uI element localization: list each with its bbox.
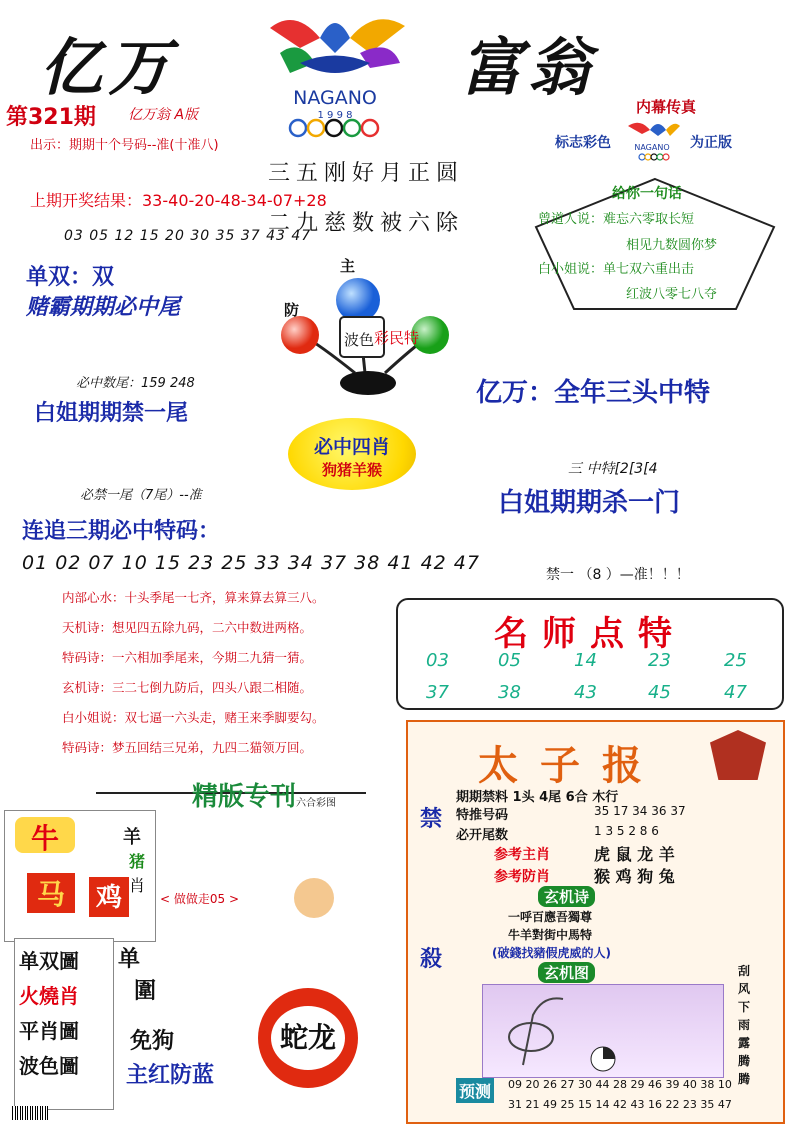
- fax-left: 标志彩色: [555, 135, 611, 151]
- ban-tail-hint: 必禁一尾（7尾）--准: [80, 488, 202, 503]
- ball-left-label: 防: [284, 301, 300, 319]
- mingshi-title: 名师点特: [494, 614, 686, 654]
- poem-line-2: 二九慈数被六除: [268, 211, 465, 236]
- taizi-row-5-label: 参考防肖: [494, 869, 550, 885]
- pentagon-line-2: 相见九数圆你梦: [626, 238, 718, 253]
- ball-top-label: 主: [340, 257, 356, 275]
- main-title-right: 富翁: [460, 31, 597, 104]
- nagano-logo: [240, 8, 430, 138]
- taizi-row-3-val: 1 3 5 2 8 6: [594, 824, 659, 838]
- issue-tag: 亿万翁 A版: [128, 107, 199, 123]
- mid-4: 主红防蓝: [126, 1063, 215, 1088]
- black-ball: [340, 371, 396, 395]
- taizi-title: 太子报: [478, 742, 664, 789]
- pentagon-line-4: 红波八零七八夺: [626, 287, 718, 302]
- poem-line-1: 三五刚好月正圆: [268, 161, 465, 186]
- taizi-row-2-val: 35 17 34 36 37: [594, 804, 686, 818]
- kill-door: 白姐期期杀一门: [498, 488, 681, 518]
- fax-logo-text: NAGANO: [634, 143, 670, 152]
- taizi-row-4-label: 参考主肖: [494, 847, 550, 863]
- predict-row-2: 31 21 49 25 15 14 42 43 16 22 23 35 47: [508, 1098, 732, 1111]
- mid-3: 免狗: [130, 1029, 175, 1054]
- mingshi-n3: 14: [574, 650, 597, 671]
- three-period-title: 连追三期必中特码：: [22, 519, 221, 544]
- poem-title: 玄机诗: [538, 886, 595, 907]
- red-line-2: 天机诗：想见四五除九码，二六中数进两格。: [62, 620, 313, 635]
- taizi-row-4-val: 虎 鼠 龙 羊: [594, 845, 675, 864]
- red-ball: [281, 316, 319, 354]
- taizi-row-5-val: 猴 鸡 狗 兔: [594, 867, 675, 886]
- fax-right: 为正版: [690, 135, 732, 151]
- tag-horse: 马: [27, 873, 75, 913]
- issue-subtitle: 出示：期期十个号码--准(十准八): [30, 138, 219, 153]
- single-double-line: 赌霸期期必中尾: [26, 295, 181, 320]
- balls-diagram: [280, 255, 460, 405]
- word-4: 波色圖: [19, 1054, 79, 1078]
- last-result: 上期开奖结果：33-40-20-48-34-07+28: [30, 191, 327, 210]
- word-2: 火燒肖: [19, 984, 79, 1008]
- yellow-line-1: 必中四肖: [313, 436, 390, 458]
- head-hint: 三 中特[2[3[4: [568, 461, 658, 477]
- three-period-numbers: 01 02 07 10 15 23 25 33 34 37 38 41 42 47: [22, 552, 480, 574]
- pentagon-title: 给你一句话: [612, 186, 682, 202]
- mingshi-n7: 38: [498, 682, 521, 703]
- side-word-1: 禁: [420, 807, 443, 832]
- tag-rooster: 鸡: [89, 877, 129, 917]
- pentagon-line-3: 白小姐说：单七双六重出击: [538, 262, 695, 277]
- tail-hint: 必中数尾：159 248: [76, 376, 195, 391]
- taizi-row-1: 期期禁料 1头 4尾 6合 木行: [456, 790, 619, 805]
- numbers-top: 03 05 12 15 20 30 35 37 43 47: [64, 228, 312, 244]
- pentagon-box: [530, 175, 780, 315]
- mystic-picture: [482, 984, 724, 1078]
- pic-title: 玄机图: [538, 962, 595, 983]
- logo-text: NAGANO: [293, 87, 377, 109]
- mid-1: 单: [118, 947, 141, 972]
- red-line-3: 特码诗：一六相加季尾来，今期二九猜一猜。: [62, 650, 313, 665]
- fax-logo: [622, 118, 682, 162]
- child-figure: [294, 878, 334, 918]
- poem-2: 牛羊對街中馬特: [508, 928, 593, 942]
- poem-1: 一呼百應吾獨尊: [508, 910, 593, 924]
- pentagon-line-1: 曾道人说：难忘六零取长短: [538, 212, 695, 227]
- word-1: 单双圖: [19, 949, 79, 973]
- predict-label: 预测: [456, 1078, 494, 1103]
- words-panel: [14, 938, 114, 1110]
- red-line-5: 白小姐说：双七逼一六头走，赌王来季脚要勾。: [62, 710, 325, 725]
- blue-ball: [336, 278, 380, 322]
- tag-xiao: 肖: [129, 876, 146, 895]
- special-issue: [0, 770, 380, 1125]
- mingshi-n4: 23: [648, 650, 671, 671]
- snake-dragon-circle: [258, 988, 358, 1088]
- mingshi-n5: 25: [724, 650, 747, 671]
- issue-number: 第321期: [6, 105, 96, 130]
- yiwan-line: 亿万：全年三头中特: [476, 378, 711, 408]
- mid-2: 圍: [134, 979, 157, 1004]
- tail-line: 白姐期期禁一尾: [34, 401, 189, 426]
- red-line-6: 特码诗：梦五回结三兄弟，九四二猫领万回。: [62, 740, 313, 755]
- tag-pig: 猪: [129, 852, 146, 871]
- mingshi-n8: 43: [574, 682, 597, 703]
- tag-sheep: 羊: [123, 827, 141, 848]
- special-title: 精版专刊: [192, 782, 297, 812]
- taizi-box: [406, 720, 785, 1124]
- side-word-2: 殺: [420, 947, 443, 972]
- predict-row-1: 09 20 26 27 30 44 28 29 46 39 40 38 10: [508, 1078, 732, 1091]
- mingshi-n9: 45: [648, 682, 671, 703]
- mingshi-n10: 47: [724, 682, 747, 703]
- poem-3: (破錢找豬假虎威的人): [492, 946, 611, 960]
- mingshi-box: [396, 598, 784, 710]
- zodiac-panel: [4, 810, 156, 942]
- mingshi-n6: 37: [426, 682, 449, 703]
- ban-one: 禁一 （8 ）—准！！！: [546, 567, 690, 583]
- word-3: 平肖圖: [19, 1019, 79, 1043]
- mingshi-n1: 03: [426, 650, 449, 671]
- taizi-row-3-label: 必开尾数: [456, 828, 509, 843]
- yellow-line-2: 狗猪羊猴: [321, 461, 382, 479]
- single-double-label: 单双：双: [26, 265, 115, 290]
- barcode: [12, 1106, 48, 1120]
- bubble-text: < 做做走05 >: [160, 892, 240, 906]
- logo-year: 1 9 9 8: [317, 110, 353, 121]
- mingshi-n2: 05: [498, 650, 521, 671]
- circle-text: 蛇龙: [271, 1006, 345, 1070]
- ball-right-label: 彩民特: [374, 329, 420, 347]
- ball-center-label: 波色: [344, 331, 375, 349]
- special-sub: 六合彩图: [296, 798, 336, 809]
- red-line-4: 玄机诗：三二七倒九防后，四头八跟二相随。: [62, 680, 313, 695]
- tag-ox: 牛: [15, 817, 75, 853]
- main-title-left: 亿万: [40, 31, 177, 104]
- taizi-row-2-label: 特推号码: [456, 808, 509, 823]
- yellow-badge: [288, 418, 416, 490]
- fax-title: 内幕传真: [636, 98, 697, 116]
- side-text: 刮风下雨露腾腾: [738, 964, 751, 1086]
- shield-icon: [710, 730, 766, 780]
- red-line-1: 内部心水：十头季尾一七齐，算来算去算三八。: [62, 590, 325, 605]
